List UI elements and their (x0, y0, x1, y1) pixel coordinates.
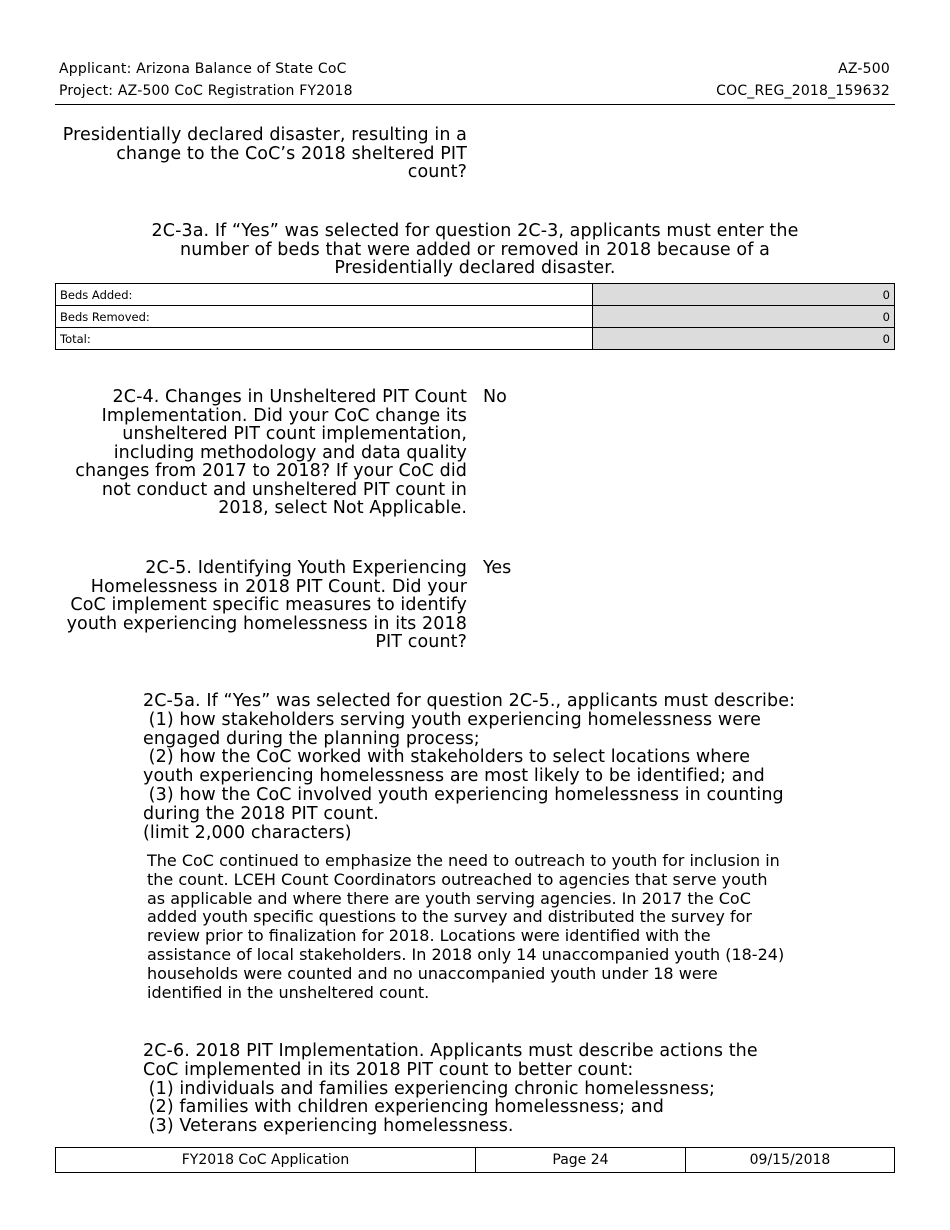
question-line: (1) individuals and families experiencing chronic homelessness; (143, 1078, 716, 1099)
beds-removed-value: 0 (593, 306, 895, 328)
coc-code: AZ-500 (838, 61, 890, 77)
question-2c6-text (143, 1042, 758, 1136)
question-line: (3) Veterans experiencing homelessness. (143, 1116, 514, 1137)
question-line: youth experiencing homelessness are most likely to be identified; and (143, 766, 765, 787)
question-line: 2C-4. Changes in Unsheltered PIT Count (112, 387, 467, 407)
response-line: added youth specific questions to the survey and distributed the survey for (147, 907, 752, 927)
question-line: Implementation. Did your CoC change its (101, 405, 467, 426)
footer-page-number: Page 24 (476, 1148, 686, 1173)
beds-removed-label: Beds Removed: (56, 306, 593, 328)
table-row (56, 306, 895, 328)
response-2c5a (147, 852, 784, 1002)
footer-application: FY2018 CoC Application (56, 1148, 476, 1173)
question-line: 2C-6. 2018 PIT Implementation. Applicants must describe actions the (143, 1041, 758, 1061)
footer-date: 09/15/2018 (686, 1148, 895, 1173)
response-line: as applicable and where there are youth serving agencies. In 2017 the CoC (147, 888, 751, 908)
question-line: (2) families with children experiencing homelessness; and (143, 1097, 664, 1118)
question-line: 2C-5a. If “Yes” was selected for question 2C-5., applicants must describe: (143, 691, 796, 711)
project-name: Project: AZ-500 CoC Registration FY2018 (59, 83, 353, 99)
question-line: (2) how the CoC worked with stakeholders to select locations where (143, 747, 751, 768)
question-2c4-text (55, 388, 467, 518)
response-line: assistance of local stakeholders. In 2018 only 14 unaccompanied youth (18-24) (147, 944, 785, 964)
beds-added-label: Beds Added: (56, 284, 593, 306)
page-footer (55, 1147, 895, 1173)
question-2c5-text (55, 559, 467, 652)
question-line: Presidentially declared disaster, resulting in a (62, 125, 467, 145)
response-line: The CoC continued to emphasize the need to outreach to youth for inclusion in (147, 851, 780, 870)
question-2c5a-text (143, 692, 795, 842)
beds-added-value: 0 (593, 284, 895, 306)
question-line: CoC implemented in its 2018 PIT count to better count: (143, 1059, 634, 1080)
question-line: changes from 2017 to 2018? If your CoC did (75, 461, 467, 481)
header-divider (55, 104, 895, 105)
applicant-name: Applicant: Arizona Balance of State CoC (59, 61, 347, 77)
beds-table (55, 283, 895, 350)
question-line: 2018, select Not Applicable. (218, 498, 467, 518)
question-line: change to the CoC’s 2018 sheltered PIT (116, 143, 467, 164)
question-line: including methodology and data quality (113, 442, 467, 463)
question-2c3-text (55, 126, 467, 182)
question-line: (3) how the CoC involved youth experiencing homelessness in counting (143, 784, 784, 805)
question-line: unsheltered PIT count implementation, (122, 424, 467, 444)
question-line: PIT count? (375, 632, 467, 652)
response-line: the count. LCEH Count Coordinators outreached to agencies that serve youth (147, 869, 768, 889)
question-line: engaged during the planning process; (143, 728, 480, 749)
answer-2c5: Yes (483, 558, 512, 578)
question-line: (1) how stakeholders serving youth experiencing homelessness were (143, 709, 761, 730)
total-value: 0 (593, 328, 895, 350)
answer-2c4: No (483, 387, 507, 407)
question-2c3a-text (55, 222, 895, 278)
table-row (56, 328, 895, 350)
question-line: count? (407, 162, 467, 182)
response-line: households were counted and no unaccompanied youth under 18 were (147, 963, 718, 983)
question-line: 2C-3a. If “Yes” was selected for question 2C-3, applicants must enter the (151, 221, 799, 241)
question-line: during the 2018 PIT count. (143, 803, 379, 824)
question-line: youth experiencing homelessness in its 2018 (66, 613, 467, 634)
question-line: Presidentially declared disaster. (334, 258, 616, 278)
question-line: (limit 2,000 characters) (143, 822, 352, 843)
table-row (56, 284, 895, 306)
registration-id: COC_REG_2018_159632 (716, 83, 890, 99)
table-row (56, 1148, 895, 1173)
response-line: review prior to finalization for 2018. Locations were identified with the (147, 926, 711, 946)
question-line: Homelessness in 2018 PIT Count. Did your (90, 576, 467, 597)
total-label: Total: (56, 328, 593, 350)
question-line: number of beds that were added or removed in 2018 because of a (180, 239, 770, 260)
question-line: not conduct and unsheltered PIT count in (101, 479, 467, 500)
response-line: identified in the unsheltered count. (147, 982, 430, 1002)
question-line: CoC implement specific measures to identify (70, 595, 467, 615)
question-line: 2C-5. Identifying Youth Experiencing (145, 558, 467, 578)
